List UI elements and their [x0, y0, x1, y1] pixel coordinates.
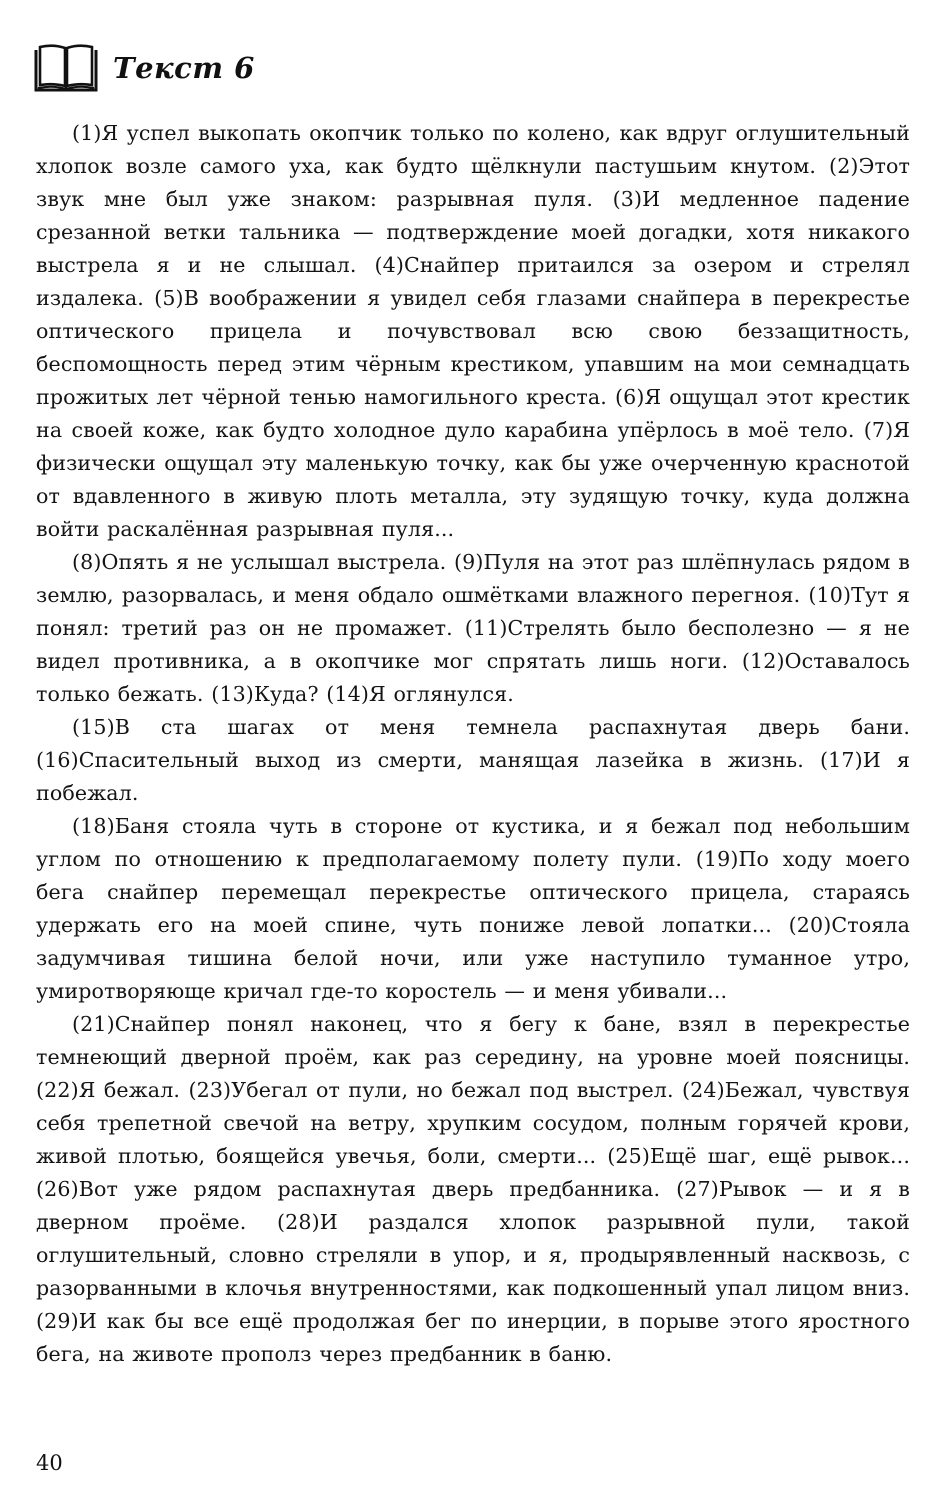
paragraph: (21)Снайпер понял наконец, что я бегу к бане, взял в перекрестье темнеющий дверной проём, как раз середину, на уровне моей поясницы. (22)Я бежал. (23)Убегал от пули, но бежал под выстрел. (24)Бежал, чувствуя себя трепетной свечой на ветру, хрупким сосудом, полным горячей крови, живой плотью, боящейся увечья, боли, смерти... (25)Ещё шаг, ещё рывок... (26)Вот уже рядом распахнутая дверь предбанника. (27)Рывок — и я в дверном проёме. (28)И раздался хлопок разрывной пули, такой оглушительный, словно стреляли в упор, и я, продырявленный насквозь, с разорванными в клочья внутренностями, как подкошенный упал лицом вниз. (29)И как бы все ещё продолжая бег по инерции, в порыве этого яростного бега, на животе прополз через предбанник в баню.	[36, 1012, 910, 1366]
paragraph: (18)Баня стояла чуть в стороне от кустика, и я бежал под небольшим углом по отношению к предполагаемому полету пули. (19)По ходу моего бега снайпер перемещал перекрестье оптического прицела, стараясь удержать его на моей спине, чуть пониже левой лопатки... (20)Стояла задумчивая тишина белой ночи, или уже наступило туманное утро, умиротворяюще кричал где-то коростель — и меня убивали...	[36, 814, 910, 1003]
paragraph: (8)Опять я не услышал выстрела. (9)Пуля на этот раз шлёпнулась рядом в землю, разорвалась, и меня обдало ошмётками влажного перегноя. (10)Тут я понял: третий раз он не промажет. (11)Стрелять было бесполезно — я не видел противника, а в окопчике мог спрятать лишь ноги. (12)Оставалось только бежать. (13)Куда? (14)Я оглянулся.	[36, 550, 910, 706]
text-header	[33, 38, 255, 98]
open-book-icon	[33, 42, 99, 94]
text-title: Текст 6	[113, 51, 255, 85]
page-number: 40	[36, 1451, 63, 1475]
paragraph: (1)Я успел выкопать окопчик только по колено, как вдруг оглушительный хлопок возле самого уха, как будто щёлкнули пастушьим кнутом. (2)Этот звук мне был уже знаком: разрывная пуля. (3)И медленное падение срезанной ветки тальника — подтверждение моей догадки, хотя никакого выстрела я и не слышал. (4)Снайпер притаился за озером и стрелял издалека. (5)В воображении я увидел себя глазами снайпера в перекрестье оптического прицела и почувствовал всю свою беззащитность, беспомощность перед этим чёрным крестиком, упавшим на мои семнадцать прожитых лет чёрной тенью намогильного креста. (6)Я ощущал этот крестик на своей коже, как будто холодное дуло карабина упёрлось в моё тело. (7)Я физически ощущал эту маленькую точку, как бы уже очерченную краснотой от вдавленного в живую плоть металла, эту зудящую точку, куда должна войти раскалённая разрывная пуля...	[36, 121, 910, 541]
paragraph: (15)В ста шагах от меня темнела распахнутая дверь бани. (16)Спасительный выход из смерти, манящая лазейка в жизнь. (17)И я побежал.	[36, 715, 910, 805]
text-body	[36, 117, 910, 1371]
